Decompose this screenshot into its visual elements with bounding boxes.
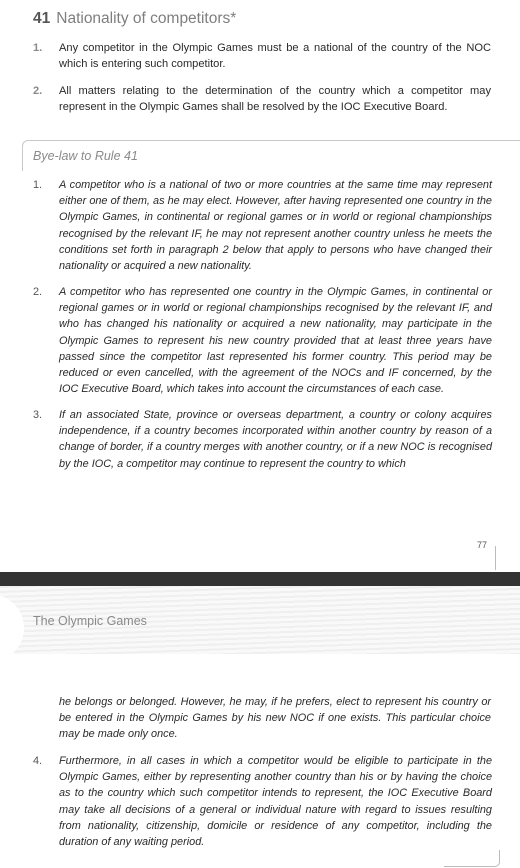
byelaw-heading: Bye-law to Rule 41 [33,149,138,163]
paragraph-text: Furthermore, in all cases in which a competitor would be eligible to participate in the Olympic Games, either by representing another country than his or by having the choice as to the country which such competitor intends to represent, the IOC Executive Board may take all decisions of a general or individual nature with regard to issues resulting from nationality, citizenship, domicile or residence of any competitor, including the duration of any waiting period. [59,755,492,849]
page-corner-mark [444,850,500,867]
rule-number: 41 [33,10,51,27]
page-number: 77 [477,540,488,550]
paragraph-number: 1. [33,179,43,191]
running-header-title: The Olympic Games [33,614,147,628]
paragraph-number: 4. [33,755,43,767]
paragraph-number: 2. [33,286,43,298]
paragraph-text: All matters relating to the determination of the country which a competitor may represent in the Olympic Games shall be resolved by the IOC Executive Board. [59,85,491,114]
decorative-circle [0,594,24,654]
continued-paragraph: he belongs or belonged. However, he may, if he prefers, elect to represent his country or be entered in the Olympic Games by his new NOC if one exists. This particular choice may be made only once. [59,696,491,741]
rule-title: Nationality of competitors* [56,10,237,27]
page-corner-mark [495,546,496,570]
rule-heading [33,10,236,28]
paragraph-text: Any competitor in the Olympic Games must be a national of the country of the NOC which is entering such competitor. [59,42,491,71]
paragraph-text: A competitor who is a national of two or more countries at the same time may represent either one of them, as he may elect. However, after having represented one country in the Olympic Games, in continental or regional games or in world or regional championships recognised by the relevant IF, he may not represent another country unless he meets the conditions set forth in paragraph 2 below that apply to persons who have changed their nationality or acquired a new nationality. [59,179,492,273]
running-header-band [0,586,520,654]
paragraph-text: A competitor who has represented one country in the Olympic Games, in continental or regional games or in world or regional championships recognised by the relevant IF, and who has changed his nationality or acquired a new nationality, may participate in the Olympic Games to represent his new country provided that at least three years have passed since the competitor last represented his former country. This period may be reduced or even cancelled, with the agreement of the NOCs and IF concerned, by the IOC Executive Board, which takes into account the circumstances of each case. [59,286,492,396]
page-separator [0,572,520,586]
page-78 [0,654,520,868]
paragraph-text: If an associated State, province or overseas department, a country or colony acquires independence, if a country becomes incorporated within another country by reason of a change of border, if a country merges with another country, or if a new NOC is recognised by the IOC, a competitor may continue to represent the country to which [59,409,492,470]
paragraph-number: 3. [33,409,43,421]
paragraph-number: 1. [33,42,43,54]
paragraph-number: 2. [33,85,43,97]
